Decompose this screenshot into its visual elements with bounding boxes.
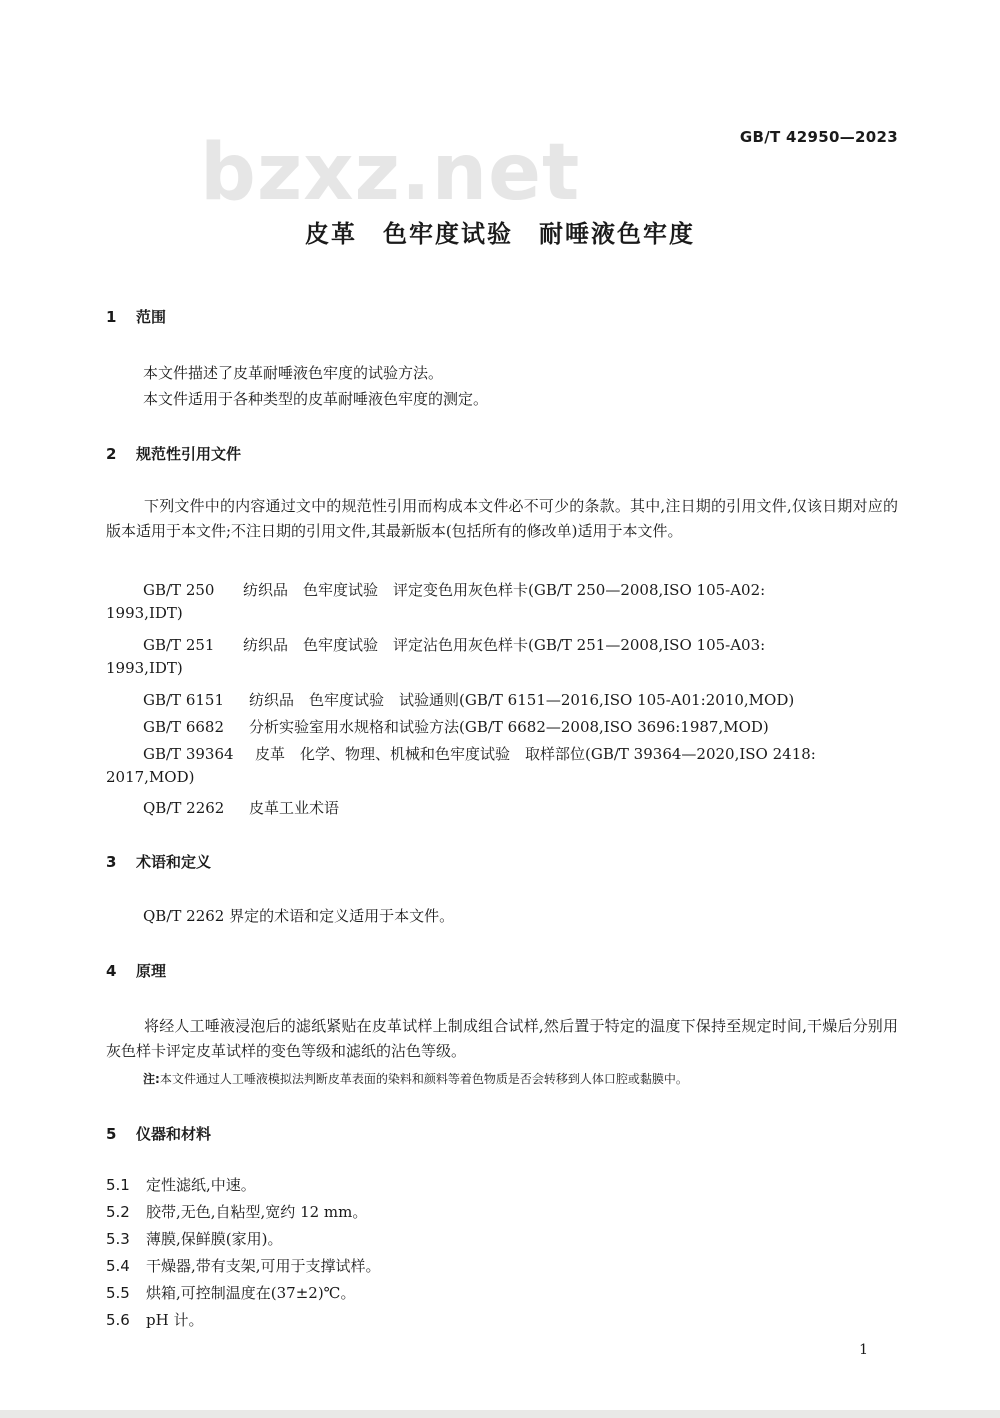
section-title: 仪器和材料 (136, 1125, 212, 1143)
reference-line (143, 689, 794, 710)
paragraph: 本文件适用于各种类型的皮革耐唾液色牢度的测定。 (143, 390, 489, 408)
section-title: 范围 (136, 308, 167, 326)
note-label: 注: (143, 1072, 160, 1086)
item-number: 5.5 (106, 1284, 130, 1302)
section-title: 术语和定义 (136, 853, 212, 871)
section-title: 原理 (136, 962, 167, 980)
paragraph: 本文件描述了皮革耐唾液色牢度的试验方法。 (143, 364, 444, 382)
section-number: 2 (106, 445, 117, 463)
section-2-heading (106, 443, 241, 464)
section-4-heading (106, 960, 166, 981)
section-number: 3 (106, 853, 117, 871)
reference-line (143, 797, 339, 818)
paragraph: QB/T 2262 界定的术语和定义适用于本文件。 (143, 907, 455, 925)
reference-code: GB/T 39364 (143, 745, 234, 763)
item-text: 定性滤纸,中速。 (146, 1176, 256, 1194)
section-5-heading (106, 1123, 211, 1144)
reference-line (143, 716, 769, 737)
list-item (106, 1309, 203, 1330)
note-text: 本文件通过人工唾液模拟法判断皮革表面的染料和颜料等着色物质是否会转移到人体口腔或黏膜中。 (159, 1072, 688, 1086)
section-number: 5 (106, 1125, 117, 1143)
reference-text: 皮革 化学、物理、机械和色牢度试验 取样部位(GB/T 39364—2020,ISO 2418: (255, 745, 816, 763)
reference-code: GB/T 251 (143, 636, 215, 654)
paragraph: 将经人工唾液浸泡后的滤纸紧贴在皮革试样上制成组合试样,然后置于特定的温度下保持至规定时间,干燥后分别用灰色样卡评定皮革试样的变色等级和滤纸的沾色等级。 (106, 1017, 898, 1060)
reference-continuation: 1993,IDT) (106, 659, 183, 677)
list-item (106, 1255, 381, 1276)
item-number: 5.2 (106, 1203, 130, 1221)
reference-continuation: 1993,IDT) (106, 604, 183, 622)
item-text: 胶带,无色,自粘型,宽约 12 mm。 (146, 1203, 368, 1221)
section-number: 1 (106, 308, 117, 326)
list-item (106, 1174, 256, 1195)
item-text: 烘箱,可控制温度在(37±2)℃。 (146, 1284, 356, 1302)
section-1-heading (106, 306, 166, 327)
reference-text: 纺织品 色牢度试验 评定沾色用灰色样卡(GB/T 251—2008,ISO 105-A03: (243, 636, 766, 654)
reference-text: 皮革工业术语 (249, 799, 340, 817)
reference-code: GB/T 250 (143, 581, 215, 599)
item-number: 5.6 (106, 1311, 130, 1329)
paragraph: 下列文件中的内容通过文中的规范性引用而构成本文件必不可少的条款。其中,注日期的引用文件,仅该日期对应的版本适用于本文件;不注日期的引用文件,其最新版本(包括所有的修改单)适用于本文件。 (106, 497, 898, 540)
item-text: pH 计。 (146, 1311, 204, 1329)
item-text: 干燥器,带有支架,可用于支撑试样。 (146, 1257, 381, 1275)
list-item (106, 1228, 282, 1249)
reference-code: GB/T 6151 (143, 691, 225, 709)
section-number: 4 (106, 962, 117, 980)
item-text: 薄膜,保鲜膜(家用)。 (146, 1230, 283, 1248)
list-item (106, 1282, 355, 1303)
page-number: 1 (859, 1342, 868, 1358)
standard-code: GB/T 42950—2023 (739, 128, 898, 146)
section-title: 规范性引用文件 (136, 445, 242, 463)
page-bottom-edge (0, 1410, 1000, 1418)
reference-code: GB/T 6682 (143, 718, 225, 736)
reference-code: QB/T 2262 (143, 799, 225, 817)
document-title: 皮革 色牢度试验 耐唾液色牢度 (305, 220, 695, 248)
item-number: 5.3 (106, 1230, 130, 1248)
item-number: 5.1 (106, 1176, 130, 1194)
reference-text: 纺织品 色牢度试验 试验通则(GB/T 6151—2016,ISO 105-A01:2010,MOD) (249, 691, 795, 709)
reference-line (143, 634, 765, 655)
reference-text: 纺织品 色牢度试验 评定变色用灰色样卡(GB/T 250—2008,ISO 105-A02: (243, 581, 766, 599)
watermark: bzxz.net (200, 128, 581, 218)
list-item (106, 1201, 367, 1222)
section-3-heading (106, 851, 211, 872)
reference-continuation: 2017,MOD) (106, 768, 195, 786)
reference-line (143, 743, 816, 764)
reference-text: 分析实验室用水规格和试验方法(GB/T 6682—2008,ISO 3696:1987,MOD) (249, 718, 769, 736)
reference-line (143, 579, 765, 600)
item-number: 5.4 (106, 1257, 130, 1275)
note (143, 1070, 688, 1087)
